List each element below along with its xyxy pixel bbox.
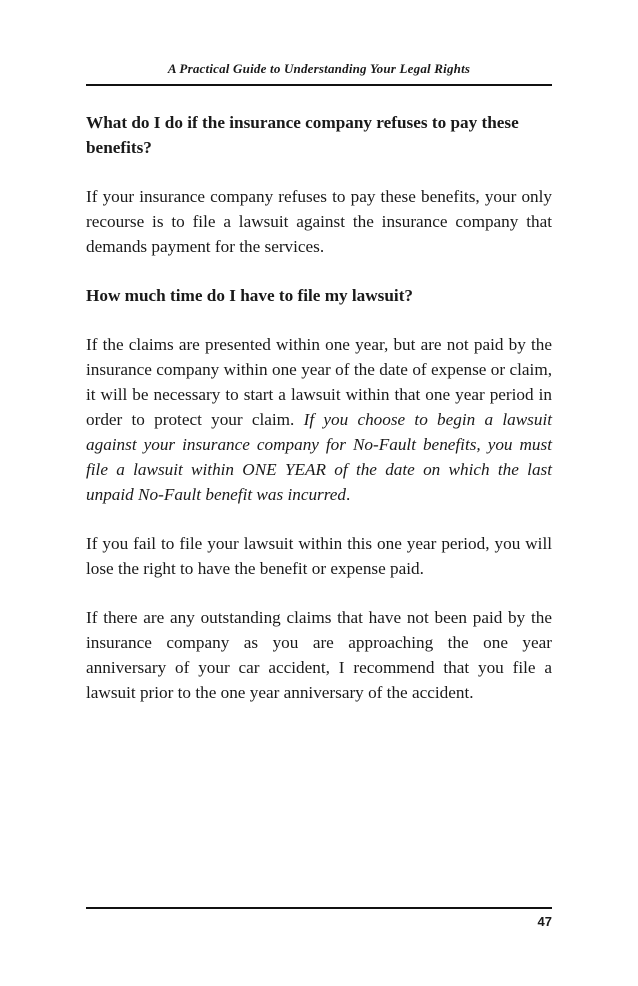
header-rule (86, 84, 552, 86)
deadline-text: If the claims are presented within one year, but are not paid by the insurance company within one year of the date of expense or claim, it will be necessary to start a lawsuit within that one year period in order to protect your claim. (86, 335, 552, 429)
deadline-emphasis: If you choose to begin a lawsuit against your insurance company for No-Fault benefits, you must file a lawsuit within ONE YEAR of the date on which the last unpaid No-Fault benefit was incurred (86, 410, 553, 504)
running-header: A Practical Guide to Understanding Your Legal Rights (167, 61, 471, 76)
page-body (86, 110, 552, 705)
footer-rule (86, 907, 552, 909)
answer-paragraph-refusal: If your insurance company refuses to pay these benefits, your only recourse is to file a lawsuit against the insurance company that demands payment for the services. (86, 187, 552, 256)
paragraph-consequence: If you fail to file your lawsuit within this one year period, you will lose the right to have the benefit or expense paid. (86, 534, 552, 578)
answer-paragraph-deadline (86, 332, 552, 507)
deadline-period: . (346, 485, 351, 504)
question-heading-refusal: What do I do if the insurance company refuses to pay these benefits? (86, 113, 519, 157)
paragraph-recommendation: If there are any outstanding claims that have not been paid by the insurance company as you are approaching the one year anniversary of your car accident, I recommend that you file a lawsuit prior to the one year anniversary of the accident. (86, 608, 552, 702)
page-number: 47 (537, 914, 552, 929)
question-heading-deadline: How much time do I have to file my lawsuit? (86, 286, 414, 305)
